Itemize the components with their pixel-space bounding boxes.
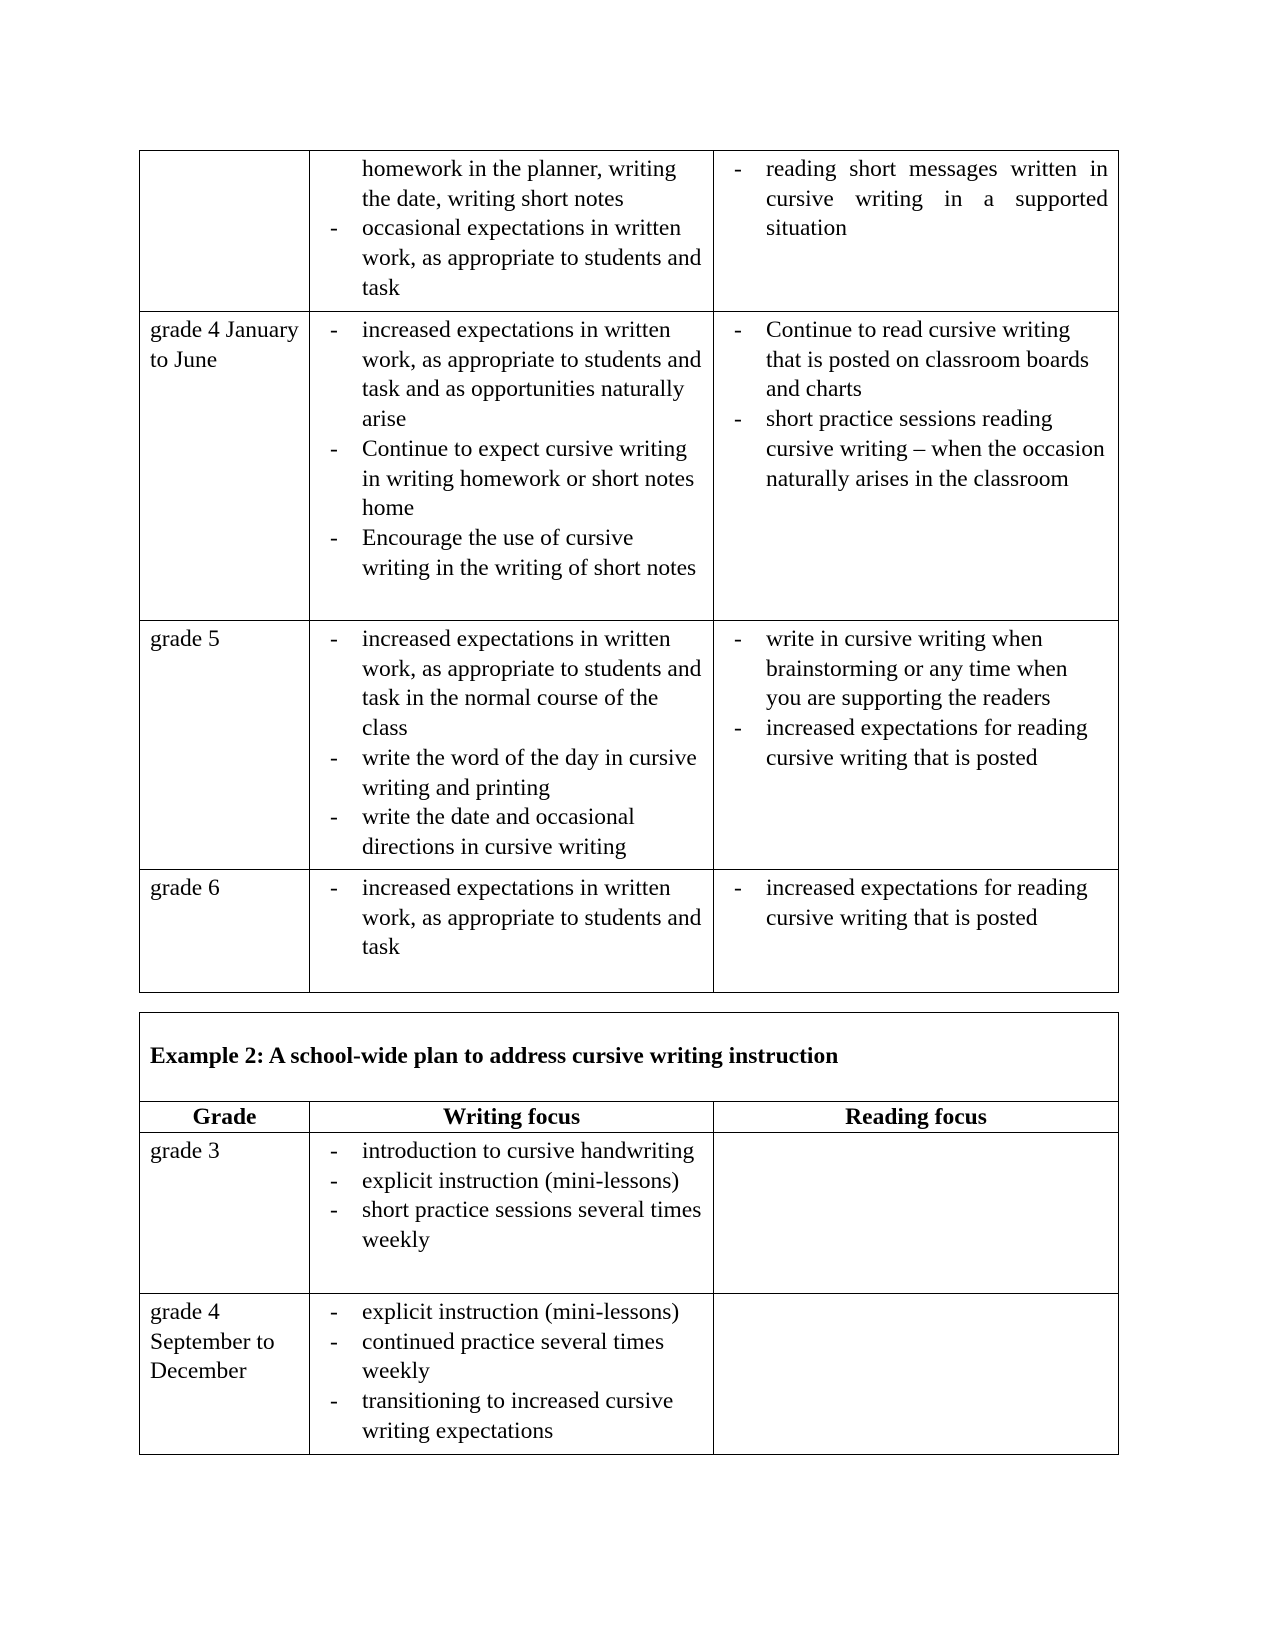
writing-focus-cell	[310, 621, 714, 870]
list-item: - explicit instruction (mini-lessons)	[320, 1167, 703, 1197]
grade-cell	[140, 151, 310, 312]
table-title: Example 2: A school-wide plan to address cursive writing instruction	[140, 1013, 1119, 1102]
list-item: - increased expectations for reading cursive writing that is posted	[724, 714, 1108, 773]
column-header-reading-focus: Reading focus	[714, 1102, 1119, 1133]
table-row	[140, 1294, 1119, 1455]
list-item: - explicit instruction (mini-lessons)	[320, 1298, 703, 1328]
example-2-plan-table	[139, 1012, 1119, 1455]
list-item: - increased expectations in written work, as appropriate to students and task	[320, 874, 703, 963]
list-item: homework in the planner, writing the date, writing short notes	[362, 156, 677, 212]
list-item: - Encourage the use of cursive writing in the writing of short notes	[320, 524, 703, 583]
reading-focus-cell	[714, 1294, 1119, 1455]
list-item: - increased expectations for reading cursive writing that is posted	[724, 874, 1108, 933]
list-item: - Continue to read cursive writing that is posted on classroom boards and charts	[724, 316, 1108, 405]
table-row	[140, 1133, 1119, 1294]
grade-cell: grade 6	[140, 870, 310, 993]
table-header-row	[140, 1102, 1119, 1133]
column-header-grade: Grade	[140, 1102, 310, 1133]
list-item: - write the date and occasional directions in cursive writing	[320, 803, 703, 862]
reading-focus-cell	[714, 621, 1119, 870]
list-item: - increased expectations in written work, as appropriate to students and task and as opportunities naturally arise	[320, 316, 703, 435]
grade-cell: grade 4 September to December	[140, 1294, 310, 1455]
writing-focus-cell	[310, 312, 714, 621]
grade-cell: grade 5	[140, 621, 310, 870]
table-row	[140, 151, 1119, 312]
list-item: - reading short messages written in cursive writing in a supported situation	[724, 155, 1108, 244]
table-row	[140, 621, 1119, 870]
writing-focus-cell	[310, 151, 714, 312]
column-header-writing-focus: Writing focus	[310, 1102, 714, 1133]
writing-focus-cell	[310, 870, 714, 993]
list-item: - write the word of the day in cursive writing and printing	[320, 744, 703, 803]
reading-focus-cell	[714, 151, 1119, 312]
reading-focus-cell	[714, 312, 1119, 621]
writing-focus-cell	[310, 1294, 714, 1455]
list-item: - short practice sessions several times weekly	[320, 1196, 703, 1255]
writing-focus-cell	[310, 1133, 714, 1294]
table-row	[140, 870, 1119, 993]
list-item: - occasional expectations in written work, as appropriate to students and task	[320, 214, 703, 303]
reading-focus-cell	[714, 1133, 1119, 1294]
list-item: - write in cursive writing when brainstorming or any time when you are supporting the readers	[724, 625, 1108, 714]
list-item: - short practice sessions reading cursive writing – when the occasion naturally arises in the classroom	[724, 405, 1108, 494]
table-row	[140, 312, 1119, 621]
list-item: - transitioning to increased cursive writing expectations	[320, 1387, 703, 1446]
grade-cell: grade 3	[140, 1133, 310, 1294]
list-item: - Continue to expect cursive writing in writing homework or short notes home	[320, 435, 703, 524]
list-item: - increased expectations in written work, as appropriate to students and task in the normal course of the class	[320, 625, 703, 744]
grade-cell: grade 4 January to June	[140, 312, 310, 621]
list-item: - introduction to cursive handwriting	[320, 1137, 703, 1167]
grade-plan-table-continued	[139, 150, 1119, 993]
table-title-row	[140, 1013, 1119, 1102]
reading-focus-cell	[714, 870, 1119, 993]
list-item: - continued practice several times weekly	[320, 1328, 703, 1387]
